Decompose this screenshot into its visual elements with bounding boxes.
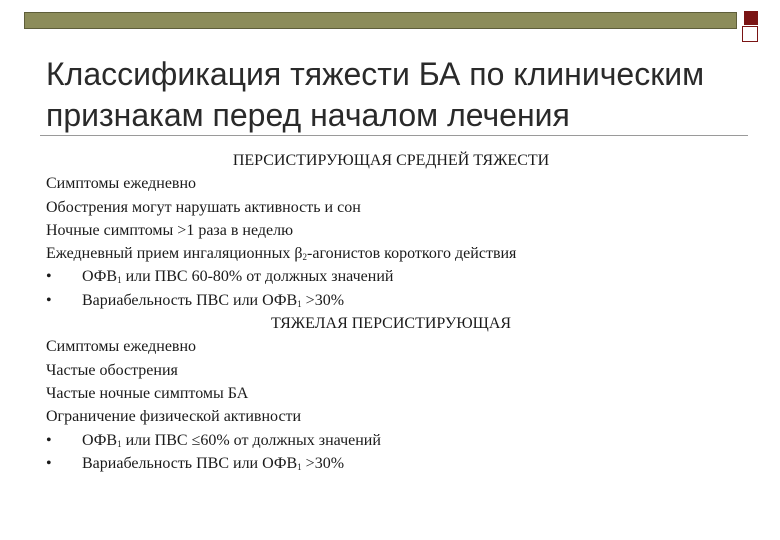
list-item: Частые обострения [46, 361, 178, 379]
slide-title: Классификация тяжести БА по клиническим признакам перед началом лечения [46, 56, 705, 133]
bullet-icon: • [46, 454, 52, 472]
slide-body [46, 149, 736, 475]
bullet-item: • Вариабельность ПВС или $ОФВ_1 >30\%$ [46, 452, 736, 475]
list-item: Ночные симптомы >1 раза в неделю [46, 221, 294, 239]
bullet-item: • $ОФВ_1$ или ПВС 60-80% от должных значений [46, 265, 736, 288]
bullet-icon: • [46, 268, 52, 286]
bullet-icon: • [46, 291, 52, 309]
accent-square-outline [742, 26, 758, 42]
title-divider [40, 135, 748, 136]
list-item-beta-agonists: Ежедневный прием ингаляционных $\beta_2$-агонистов короткого действия [46, 245, 517, 263]
bullet-item: • Вариабельность ПВС или $ОФВ_1 >30\%$ [46, 289, 736, 312]
bullet-icon: • [46, 431, 52, 449]
section-heading-severe: ТЯЖЕЛАЯ ПЕРСИСТИРУЮЩАЯ [270, 315, 512, 333]
list-item: Симптомы ежедневно [46, 175, 197, 193]
list-item: Ограничение физической активности [46, 408, 302, 426]
section-heading-moderate: ПЕРСИСТИРУЮЩАЯ СРЕДНЕЙ ТЯЖЕСТИ [232, 152, 550, 169]
list-item: Частые ночные симптомы БА [46, 384, 249, 402]
list-item: Симптомы ежедневно [46, 338, 197, 356]
bullet-item: • $ОФВ_1$ или ПВС ≤60% от должных значений [46, 429, 736, 452]
accent-square-filled [744, 11, 758, 25]
top-decorative-bar [24, 12, 737, 29]
list-item: Обострения могут нарушать активность и сон [46, 198, 361, 216]
